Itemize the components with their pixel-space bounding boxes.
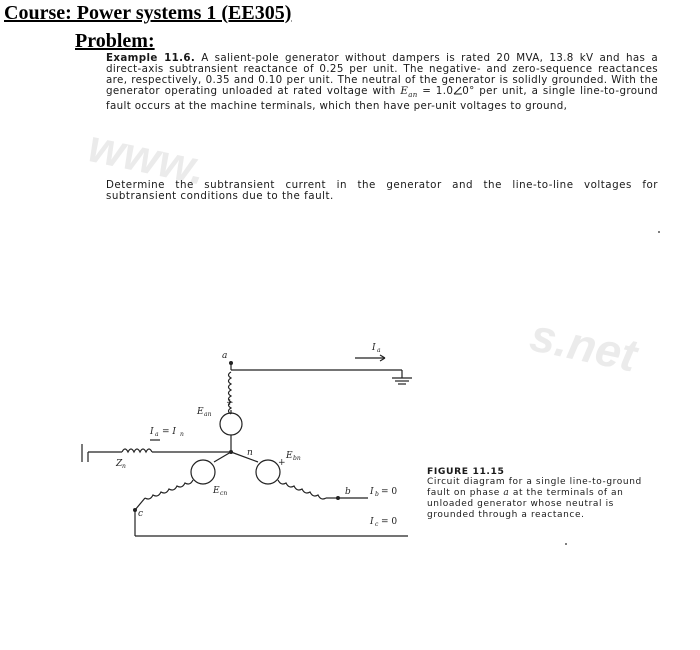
label-current-n-eq: = I (162, 427, 176, 437)
node-a-dot (229, 361, 233, 365)
question-paragraph: Determine the subtransient current in the generator and the line-to-line voltages for subtransient conditions due to the fault. (106, 179, 658, 202)
neutral-node (229, 450, 233, 454)
neutral-to-c-wire (214, 452, 231, 462)
label-node-a: a (222, 351, 228, 361)
label-current-n-sub: a (155, 431, 159, 438)
label-ic-sub: c (375, 521, 379, 528)
neutral-to-b-wire (231, 452, 258, 462)
source-ean-icon (220, 413, 242, 435)
emf-symbol: E (400, 85, 409, 97)
label-ib: I (370, 487, 374, 497)
figure-caption-b: at the terminals of an unloaded generator whose neutral is grounded through a reactance. (427, 488, 624, 520)
problem-heading: Problem: (75, 30, 155, 52)
label-node-b: b (345, 487, 351, 497)
label-impedance: Z (116, 459, 123, 469)
label-node-n: n (247, 448, 253, 458)
source-ecn-icon (191, 460, 215, 484)
label-source-c: E (213, 486, 220, 496)
label-source-c-sub: cn (220, 490, 228, 497)
watermark-left: www. (83, 119, 211, 195)
angle-value: 0° (462, 85, 475, 97)
figure-caption (427, 466, 659, 521)
label-impedance-sub: n (122, 463, 126, 470)
phase-c-coil-icon (145, 480, 193, 499)
label-source-b-sub: bn (293, 455, 301, 462)
example-text-b: per unit, a single line-to-ground fault occurs at the machine terminals, which then have per-unit voltages to ground, (106, 85, 658, 113)
speck (565, 543, 567, 545)
label-ic-value: = 0 (381, 517, 398, 527)
figure-caption-a: Circuit diagram for a single line-to-ground fault on phase (427, 477, 642, 498)
phase-b-coil-icon (278, 480, 326, 499)
label-ib-sub: b (375, 491, 379, 498)
example-text-a: A salient-pole generator without dampers is rated 20 MVA, 13.8 kV and has a direct-axis subtransient reactance of 0.25 per unit. The negative- and zero-sequence reactances are, respectively, 0.35 and 0.10 per unit. The neutral of the generator is solidly grounded. With the generator operating unloaded at rated voltage with (106, 52, 658, 97)
label-source-a-sub: an (204, 411, 212, 418)
figure-title: FIGURE 11.15 (427, 466, 505, 477)
course-title: Course: Power systems 1 (EE305) (4, 2, 292, 24)
watermark-right: s.net (525, 308, 642, 382)
label-current-a-sub: a (377, 347, 381, 354)
label-plus-b: + (278, 458, 286, 468)
label-current-a: I (372, 343, 376, 353)
zn-coil-icon (122, 449, 152, 452)
label-node-c: c (138, 509, 144, 519)
emf-subscript: an (408, 91, 418, 100)
example-label: Example 11.6. (106, 52, 196, 64)
source-ebn-icon (256, 460, 280, 484)
speck (658, 231, 660, 233)
label-plus-a: + (226, 398, 234, 408)
label-ib-value: = 0 (381, 487, 398, 497)
label-current-n-eq-sub: n (180, 431, 184, 438)
label-current-n: I (150, 427, 154, 437)
node-c-dot (133, 508, 137, 512)
label-ic: I (370, 517, 374, 527)
figure-caption-phase: a (503, 488, 510, 498)
emf-value: = 1.0 (422, 85, 454, 97)
node-b-dot (336, 496, 340, 500)
label-source-a: E (197, 407, 204, 417)
label-source-b: E (286, 451, 293, 461)
